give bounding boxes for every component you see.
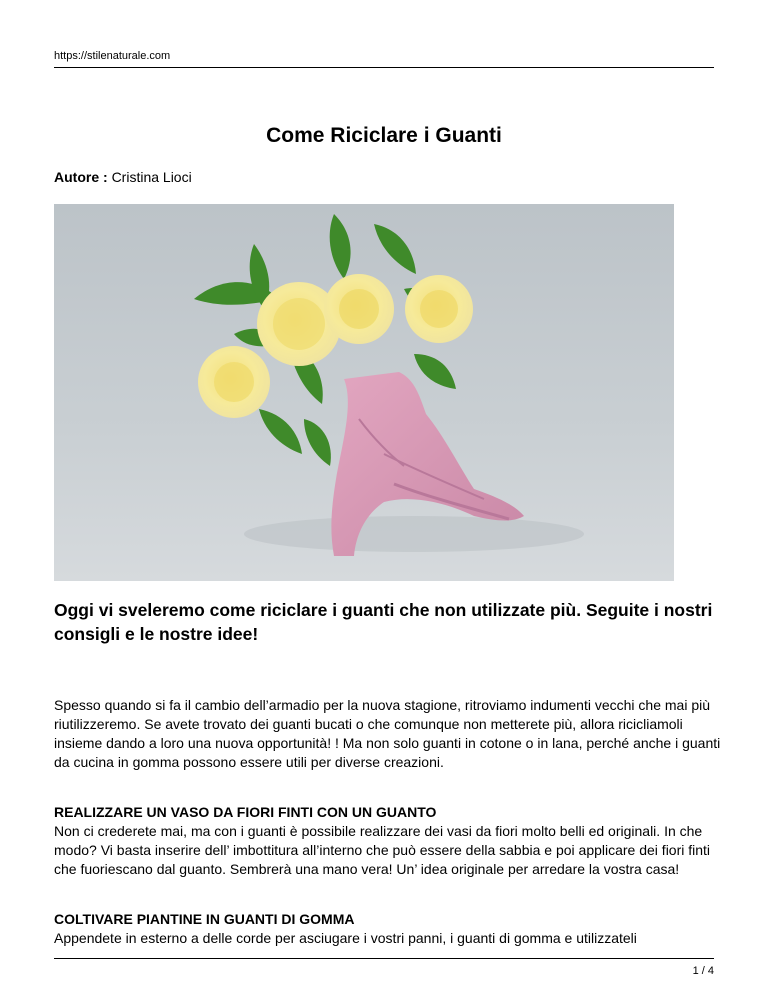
article-lead: Oggi vi sveleremo come riciclare i guanti che non utilizzate più. Seguite i nostri consigli e le nostre idee! [54, 600, 713, 644]
hero-image [54, 204, 674, 581]
author-name: Cristina Lioci [111, 169, 192, 185]
section-heading-vase: REALIZZARE UN VASO DA FIORI FINTI CON UN GUANTO [54, 804, 437, 820]
section-text-plants: Appendete in esterno a delle corde per asciugare i vostri panni, i guanti di gomma e utilizzateli [54, 930, 637, 946]
article-title: Come Riciclare i Guanti [266, 124, 502, 147]
section-text-vase: Non ci crederete mai, ma con i guanti è possibile realizzare dei vasi da fiori molto belli ed originali. In che modo? Vi basta inserire dell’ imbottitura all’interno che può essere della sabbia e poi applicare dei fiori finti che fuoriescano dal guanto. Sembrerà una mano vera! Un’ idea originale per arredare la vostra casa! [54, 823, 711, 877]
header-divider [54, 67, 714, 68]
intro-paragraph: Spesso quando si fa il cambio dell’armadio per la nuova stagione, ritroviamo indumenti vecchi che mai più riutilizzeremo. Se avete trovato dei guanti bucati o che comunque non metterete più, allora ricicliamoli insieme dando a loro una nuova opportunità! ! Ma non solo guanti in cotone o in lana, perché anche i guanti da cucina in gomma possono essere utili per diverse creazioni. [54, 697, 721, 770]
author-label: Autore : [54, 169, 108, 185]
author-line [54, 169, 192, 185]
glove-vase-photo [54, 204, 674, 581]
page-number: 1 / 4 [692, 965, 714, 977]
footer-divider [54, 958, 714, 959]
section-heading-plants: COLTIVARE PIANTINE IN GUANTI DI GOMMA [54, 911, 355, 927]
site-url[interactable]: https://stilenaturale.com [54, 50, 171, 62]
